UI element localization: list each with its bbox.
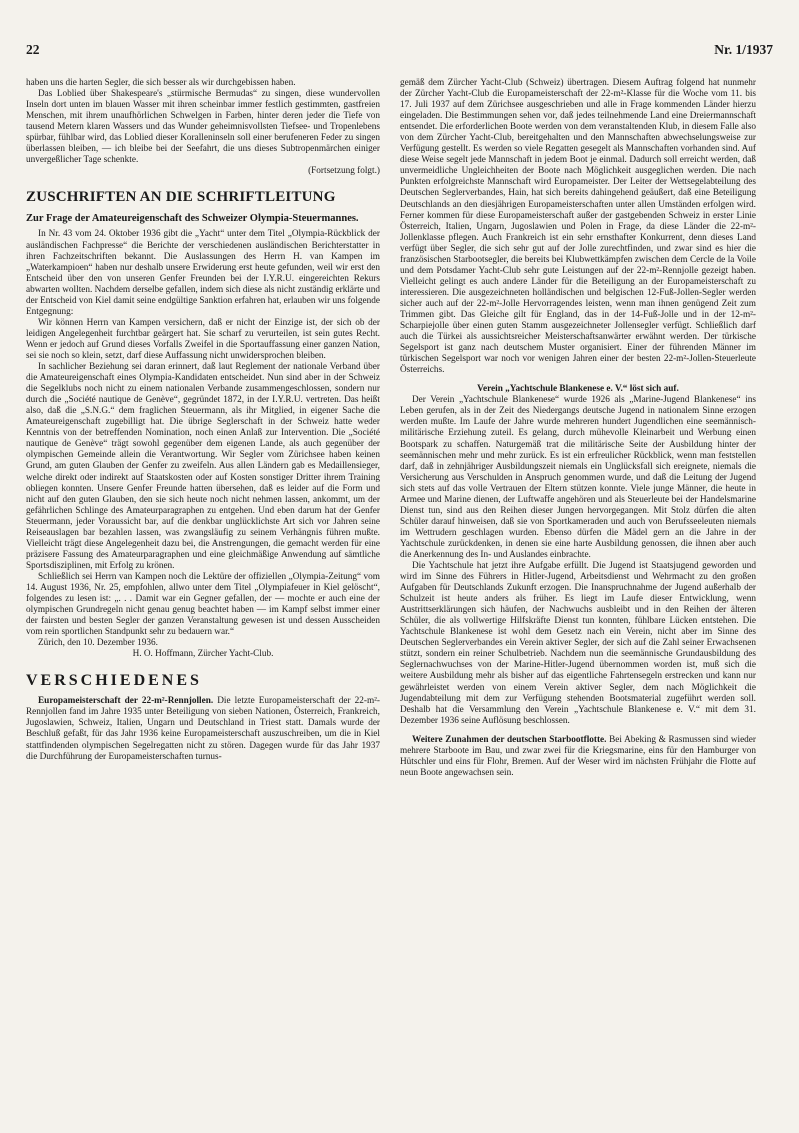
section-title-misc: VERSCHIEDENES bbox=[26, 672, 202, 690]
section-title-letters: ZUSCHRIFTEN AN DIE SCHRIFTLEITUNG bbox=[26, 189, 336, 206]
paragraph: Der Verein „Yachtschule Blankenese“ wurde 1926 als „Marine-Jugend Blankenese“ ins Leben gerufen, als in der Zeit des Niedergangs deutsche Jugend in nationalem Sinne erzogen werden mußte. Im Laufe der Jahre wurde mehreren hundert Jugendlichen eine seemännisch-militärische Erziehung zuteil. Es gelang, durch mühevolle Kleinarbeit und Werbung einen Bootspark zu schaffen. Naturgemäß trat die militärische Seite der Ausbildung hinter der seemännischen mehr und mehr zurück. Es ist ein erfreulicher Rückblick, wenn man feststellen darf, daß in zehnjähriger Ausbildungszeit niemals ein Unglücksfall sich ereignete, niemals die Versicherung aus Verschulden in Anspruch genommen wurde, und daß die Leitung der Jugend sich stets auf das volle Vertrauen der Eltern stützen konnte. Viele junge Männer, die heute in Armee und Marine dienen, der Luftwaffe angehören und als Steuerleute bei der Handelsmarine Dienst tun, sind aus den Reihen dieser Jungen hervorgegangen. Mit Stolz dürfen die alten Schüler darauf hinweisen, daß sie von Sportkameraden und auch von Berufsseeleuten niemals im Wettrudern geschlagen wurden. Ebenso dürfen die Mädel gern an die Jahre in der Yachtschule zurückdenken, in denen sie eine harte Ausbildung genossen, die ihnen aber auch die Anerkennung des In- und Auslandes einbrachte. bbox=[400, 395, 756, 560]
article-lead: Weitere Zunahmen der deutschen Starbootflotte. bbox=[412, 734, 607, 745]
paragraph: In Nr. 43 vom 24. Oktober 1936 gibt die „Yacht“ unter dem Titel „Olympia-Rückblick der ausländischen Fachpresse“ die Berichte der verschiedenen ausländischen Berichterstatter in ihren Fachzeitschriften bekannt. Die Auslassungen des Herrn H. van Kampen im „Waterkampioen“ haben nur deshalb unsere Erwiderung erst heute gefunden, weil wir erst den Entscheid über den von unseren Genfer Freunden bei der I.Y.R.U. eingereichten Rekurs abwarten wollten. Nachdem derselbe gefallen, indem sich diese als nicht zuständig erklärte und der Entscheid von Kiel damit seine endgültige Sanktion erfahren hat, erlauben wir uns folgende Entgegnung: bbox=[26, 229, 380, 317]
article-lead: Europameisterschaft der 22-m²-Rennjollen. bbox=[38, 696, 214, 707]
dateline: Zürich, den 10. Dezember 1936. bbox=[38, 638, 158, 649]
paragraph-text: Bei Abeking & Rasmussen sind wieder mehrere Starboote im Bau, und zwar zwei für die Kriegsmarine, eins für den Hamburger von Hütschler und eins für Flohr, Bremen. Auf der Weser wird im nächsten Frühjahr die Flotte auf neun Boote angewachsen sein. bbox=[400, 734, 756, 778]
continuation-note: (Fortsetzung folgt.) bbox=[308, 166, 380, 177]
paragraph: Schließlich sei Herrn van Kampen noch die Lektüre der offiziellen „Olympia-Zeitung“ vom 14. August 1936, Nr. 25, empfohlen, allwo unter dem Titel „Olympiafeuer in Kiel gelöscht“, folgendes zu lesen ist: „. . . Damit war ein Gegner gefallen, der — mochte er auch eine der olympischen Grundregeln nicht genau genug beachtet haben — im Kampf selbst immer einer der fairsten und besten Segler der ganzen Veranstaltung gewesen ist und dessen Ausscheiden vom rein sportlichen Standpunkt sehr zu bedauern war.“ bbox=[26, 571, 380, 638]
paragraph: Wir können Herrn van Kampen versichern, daß er nicht der Einzige ist, der sich ob der leidigen Angelegenheit furchtbar geärgert hat. Sie scharf zu verurteilen, ist sein gutes Recht. Wenn er jedoch auf Grund dieses Vorfalls Zweifel in die Sportauffassung einer ganzen Nation, sei sie noch so klein, setzt, darf diese Auffassung nicht unwidersprochen bleiben. bbox=[26, 317, 380, 361]
signature: H. O. Hoffmann, Zürcher Yacht-Club. bbox=[132, 649, 274, 660]
page-number: 22 bbox=[26, 42, 40, 57]
paragraph: Das Loblied über Shakespeare's „stürmische Bermudas“ zu singen, diese wundervollen Inseln dort unten im blauen Wasser mit ihren scheinbar immer festlich gestimmten, gastfreien Menschen, mit ihrem unaufhörlichen Schwelgen in Farben, hinter deren jeder die Tiefe von tausend Metern klaren Wassers und das Wunder geheimnisvollsten Tiefsee- und Tropenlebens spürbar, fühlbar wird, das Loblied dieser Koralleninseln soll einer berufeneren Feder zu singen überlassen bleiben, — ich bleibe bei der Seefahrt, die uns dieses Subtropenmärchen einiger unvergeßlicher Tage schenkte. bbox=[26, 89, 380, 166]
paragraph: gemäß dem Zürcher Yacht-Club (Schweiz) übertragen. Diesem Auftrag folgend hat nunmehr der Zürcher Yacht-Club die Europameisterschaft der 22-m²-Klasse für die Woche vom 11. bis 17. Juli 1937 auf dem Zürichsee ausgeschrieben und alle in Frage kommenden Länder hierzu eingeladen. Die Bestimmungen sehen vor, daß jedes teilnehmende Land eine Dreiermannschaft entsendet. Die erforderlichen Boote werden von dem veranstaltenden Klub, in diesem Falle also von dem Zürcher Yacht-Club, bereitgehalten und den Mannschaften abwechselungsweise zur Verfügung gestellt. Es werden so viele Regatten gesegelt als Mannschaften vorhanden sind. Auf diese Weise segelt jede Mannschaft in jedem Boot je einmal. Dadurch soll erreicht werden, daß unvermeidliche Ungleichheiten der Boote nach Möglichkeit ausgeglichen werden. Die nach Punkten erfolgreichste Mannschaft wird Europameister. Der Leiter der Wettsegelabteilung des Deutschen Seglerverbandes, Hain, hat sich bereits dahingehend geäußert, daß eine Beteiligung Deutschlands an den diesjährigen Europameisterschaften unter allen Umständen erfolgen wird. Ferner kommen für diese Europameisterschaft außer der gastgebenden Schweiz in erster Linie Österreich, Italien, Ungarn, Jugoslawien und Polen in Frage, da diese Länder die 22-m²-Jollenklasse pflegen. Auch Frankreich ist ein sehr ernsthafter Konkurrent, denn dieses Land verfügt über Segler, die sich sehr gut auf der Jolle zurechtfinden, und zwar sind es hier die französischen Starbootsegler, die bereits bei Klubwettkämpfen zwischen dem Cercle de la Voile und dem Potsdamer Yacht-Club sehr gute Leistungen auf der 22-m²-Rennjolle gezeigt haben. Vielleicht gelingt es auch andere Länder für die Beteiligung an der Europameisterschaft zu interessieren. Die ausgezeichneten holländischen und belgischen 12-Fuß-Jollen-Segler werden sicher auch auf der 22-m²-Jolle Hervorragendes leisten, wenn man ihnen genügend Zeit zum Trimmen gibt. Das Gleiche gilt für England, das in der 14-Fuß-Jolle und in der 12-m²-Scharpiejolle über einen guten Stamm ausgezeichneter Jollensegler verfügt. Schließlich darf auch die Türkei als aussichtsreicher Meisterschaftsanwärter erwähnt werden. Der türkische Segelsport ist ganz nach deutschem Muster organisiert. Einer der führenden Männer im türkischen Segelsport war noch vor wenigen Jahren einer der besten 22-m²-Jollen-Steuerleute Österreichs. bbox=[400, 78, 756, 376]
right-column bbox=[400, 78, 756, 779]
left-column bbox=[26, 78, 380, 763]
article-lead: Verein „Yachtschule Blankenese e. V.“ löst sich auf. bbox=[477, 384, 679, 395]
paragraph-text: Die letzte Europameisterschaft der 22-m²-Rennjollen fand im Jahre 1935 unter Beteiligung von sieben Nationen, Österreich, Frankreich, Jugoslawien, Schweiz, Italien, Ungarn und Deutschland in Triest statt. Damals wurde der Beschluß gefaßt, für das Jahr 1936 keine Europameisterschaft auszuschreiben, um die in Kiel stattfindenden olympischen Segelregatten nicht zu stören. Dagegen wurde für das Jahr 1937 die Durchführung der Europameisterschaften turnus- bbox=[26, 696, 380, 762]
paragraph: haben uns die harten Segler, die sich besser als wir durchgebissen haben. bbox=[26, 78, 296, 88]
page-header bbox=[26, 42, 773, 62]
paragraph: Die Yachtschule hat jetzt ihre Aufgabe erfüllt. Die Jugend ist Staatsjugend geworden und wird im Sinne des Führers in Hitler-Jugend, Arbeitsdienst und Wehrmacht zu den großen Aufgaben für Deutschlands Zukunft erzogen. Die Inanspruchnahme der Jugend außerhalb der Schulzeit ist heute anders als früher. Es liegt im Laufe dieser Entwicklung, wenn Austrittserklärungen sich häufen, der Nachwuchs ausbleibt und in den Reihen der älteren Schüler, die als vollwertige Hilfskräfte Dienst tun konnten, fühlbare Lücken entstehen. Die Yachtschule Blankenese ist wohl dem Gesetz nach ein Verein, nicht aber im Sinne des Deutschen Seglerverbandes ein Verein aktiver Segler, der sich auf die Zahl seiner Erwachsenen stützt, sondern ein reiner Schulbetrieb. Nachdem nun die seemännische Grundausbildung des Seglernachwuchses von der Marine-Hitler-Jugend übernommen worden ist, muß sich die weitere Ausbildung mehr als bisher auf das eigentliche Fahrtensegeln erstrecken und kann nur gewährleistet werden von einem Verein aktiver Segler, dem nach Möglichkeit die Jugendabteilung mit dem zur Verfügung stehenden Bootsmaterial zugeführt werden soll. Deshalb hat die Versammlung den Verein „Yachtschule Blankenese e. V.“ mit dem 31. Dezember 1936 seine Auflösung beschlossen. bbox=[400, 561, 756, 726]
article-subtitle: Zur Frage der Amateureigenschaft des Schweizer Olympia-Steuermannes. bbox=[26, 213, 359, 225]
paragraph: In sachlicher Beziehung sei daran erinnert, daß laut Reglement der nationale Verband über die Amateureigenschaft eines Olympia-Kandidaten entscheidet. Nun sind aber in der Schweiz die Segelklubs noch nicht zu einem nationalen Verbande zusammengeschlossen, sondern nur durch die „Société nautique de Genève“, gegründet 1872, in der I.Y.R.U. vertreten. Das heißt also, daß die „S.N.G.“ dem fraglichen Steuermann, als ihr Mitglied, in eigener Sache die Amateureigenschaft zugebilligt hat. Die übrige Seglerschaft in der Schweiz hatte weder Kenntnis von der betreffenden Nomination, noch einen Anlaß zur Intervention. Die „Société nautique de Genève“ trägt sowohl gegenüber dem eigenen Lande, als auch gegenüber der olympischen Gemeinde allein die Verantwortung. Wir Segler vom Zürichsee haben keinen Grund, am guten Glauben der Genfer zu zweifeln. Aus allen Ländern gab es Medaillensieger, welche direkt oder indirekt auf Staatskosten oder auf Kosten sonstiger Dritter ihrem Training obliegen konnten. Unsere Genfer Freunde hatten übersehen, daß es leider auf die Form und nicht auf den guten Glauben, den sie sich heute noch nicht nehmen lassen, ankommt, um der gefährlichen Schlinge des Amateurparagraphen zu entgehen. Und eben darum hat der Genfer Steuermann, jeder Voraussicht bar, auf die denkbar unglücklichste Art sich vor Jahren seine Reiseauslagen bar bezahlen lassen, was zwangsläufig zu seinem Verhängnis führen mußte. Vielleicht trägt diese Angelegenheit dazu bei, die Anstrengungen, die gemacht werden für eine präzisere Fassung des Amateurparagraphen und eine gleichmäßige Anwendung auf sämtliche Sportsdisziplinen, mit Erfolg zu krönen. bbox=[26, 362, 380, 571]
issue-number: Nr. 1/1937 bbox=[714, 42, 773, 57]
paragraph bbox=[400, 735, 756, 779]
paragraph bbox=[26, 696, 380, 762]
